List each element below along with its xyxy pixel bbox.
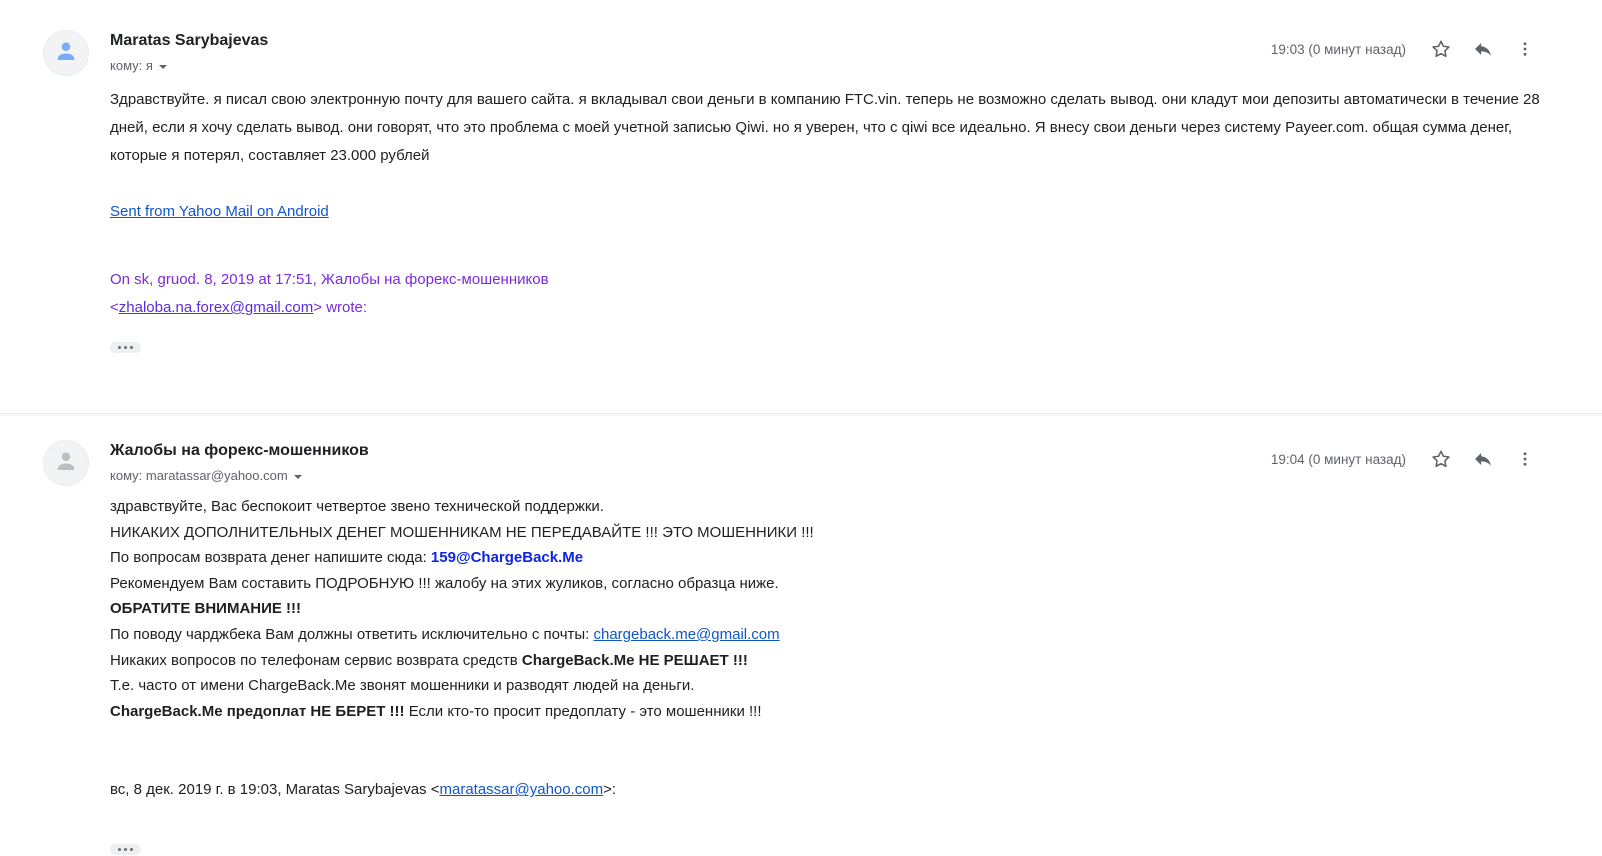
message-2-header [0, 416, 1602, 486]
more-options-button[interactable] [1504, 36, 1546, 62]
message-timestamp: 19:03 (0 минут назад) [1270, 41, 1406, 57]
sender-avatar [43, 440, 89, 486]
reply-icon [1472, 448, 1494, 470]
sender-name: Maratas Sarybajevas [110, 32, 269, 49]
quoted-attribution [110, 777, 1542, 803]
person-icon [51, 446, 81, 481]
message-1-header [0, 0, 1602, 76]
body-line [110, 648, 1542, 674]
person-icon [51, 36, 81, 71]
body-line [110, 494, 1542, 520]
quote-attr-open: < [110, 299, 119, 316]
reply-button[interactable] [1462, 36, 1504, 62]
body-line [110, 596, 1542, 622]
reply-icon [1472, 38, 1494, 60]
quote-attr-suffix: >: [603, 781, 617, 799]
body-text-bold: ОБРАТИТЕ ВНИМАНИЕ !!! [110, 600, 302, 618]
body-text: НИКАКИХ ДОПОЛНИТЕЛЬНЫХ ДЕНЕГ МОШЕННИКАМ НЕ ПЕРЕДАВАЙТЕ !!! ЭТО МОШЕННИКИ !!! [110, 523, 814, 541]
quote-attr-line1: On sk, gruod. 8, 2019 at 17:51, Жалобы на форекс-мошенников [110, 271, 549, 288]
trimmed-dot-icon [130, 848, 133, 851]
message-1 [0, 0, 1602, 413]
chevron-down-icon [294, 475, 302, 479]
to-label: кому: я [110, 58, 153, 73]
message-timestamp: 19:04 (0 минут назад) [1270, 451, 1406, 467]
more-vert-icon [1516, 40, 1534, 58]
quoted-sender-email-link[interactable]: zhaloba.na.forex@gmail.com [118, 299, 314, 316]
chargeback-email-bold: 159@ChargeBack.Me [430, 549, 584, 567]
body-paragraph: Здравствуйте. я писал свою электронную почту для вашего сайта. я вкладывал свои деньги в компанию FTC.vin. теперь не возможно сделать вывод. они кладут мои депозиты автоматически в течение 28 дней, если я хочу сделать вывод. они говорят, что это проблема с моей учетной записью Qiwi. но я уверен, что с qiwi все идеально. Я внесу свои деньги через систему Payeer.com. общая сумма денег, которые я потерял, составляет 23.000 рублей [110, 91, 1540, 164]
body-line [110, 571, 1542, 597]
trimmed-dot-icon [130, 346, 133, 349]
star-button[interactable] [1420, 36, 1462, 62]
body-line [110, 520, 1542, 546]
sender-avatar [43, 30, 89, 76]
recipient-details-toggle[interactable] [110, 468, 369, 483]
body-line [110, 545, 1542, 571]
show-trimmed-content-button[interactable] [110, 342, 141, 353]
chevron-down-icon [159, 65, 167, 69]
star-button[interactable] [1420, 446, 1462, 472]
trimmed-dot-icon [118, 346, 121, 349]
more-vert-icon [1516, 450, 1534, 468]
quoted-attribution [110, 266, 1542, 322]
sender-name: Жалобы на форекс-мошенников [110, 442, 369, 459]
body-text-bold: ChargeBack.Me предоплат НЕ БЕРЕТ !!! [110, 702, 405, 720]
body-line [110, 699, 1542, 725]
body-text: здравствуйте, Вас беспокоит четвертое звено технической поддержки. [110, 498, 604, 515]
quoted-sender-email-link[interactable]: maratassar@yahoo.com [439, 781, 604, 799]
reply-button[interactable] [1462, 446, 1504, 472]
trimmed-dot-icon [124, 848, 127, 851]
body-text: Если кто-то просит предоплату - это мошенники !!! [404, 702, 762, 720]
star-icon [1430, 38, 1452, 60]
body-text-bold: ChargeBack.Me НЕ РЕШАЕТ !!! [521, 651, 748, 669]
body-text: По поводу чарджбека Вам должны ответить исключительно с почты: [110, 625, 594, 643]
message-2 [0, 416, 1602, 855]
trimmed-dot-icon [118, 848, 121, 851]
more-options-button[interactable] [1504, 446, 1546, 472]
message-1-body [0, 86, 1602, 413]
body-text: Рекомендуем Вам составить ПОДРОБНУЮ !!! жалобу на этих жуликов, согласно образца ниже. [110, 574, 779, 592]
recipient-details-toggle[interactable] [110, 58, 268, 73]
body-text: Никаких вопросов по телефонам сервис возврата средств [110, 651, 522, 669]
star-icon [1430, 448, 1452, 470]
body-line [110, 622, 1542, 648]
quote-attr-wrote: > wrote: [313, 299, 368, 316]
chargeback-gmail-link[interactable]: chargeback.me@gmail.com [593, 625, 780, 643]
to-label: кому: maratassar@yahoo.com [110, 468, 288, 483]
yahoo-signature-link[interactable]: Sent from Yahoo Mail on Android [110, 203, 329, 220]
body-text: Т.е. часто от имени ChargeBack.Me звонят мошенники и разводят людей на деньги. [110, 677, 695, 695]
message-2-body [0, 494, 1602, 855]
show-trimmed-content-button[interactable] [110, 844, 141, 855]
trimmed-dot-icon [124, 346, 127, 349]
quote-attr-prefix: вс, 8 дек. 2019 г. в 19:03, Maratas Sarybajevas < [110, 781, 440, 799]
body-text: По вопросам возврата денег напишите сюда: [110, 549, 431, 567]
body-line [110, 673, 1542, 699]
